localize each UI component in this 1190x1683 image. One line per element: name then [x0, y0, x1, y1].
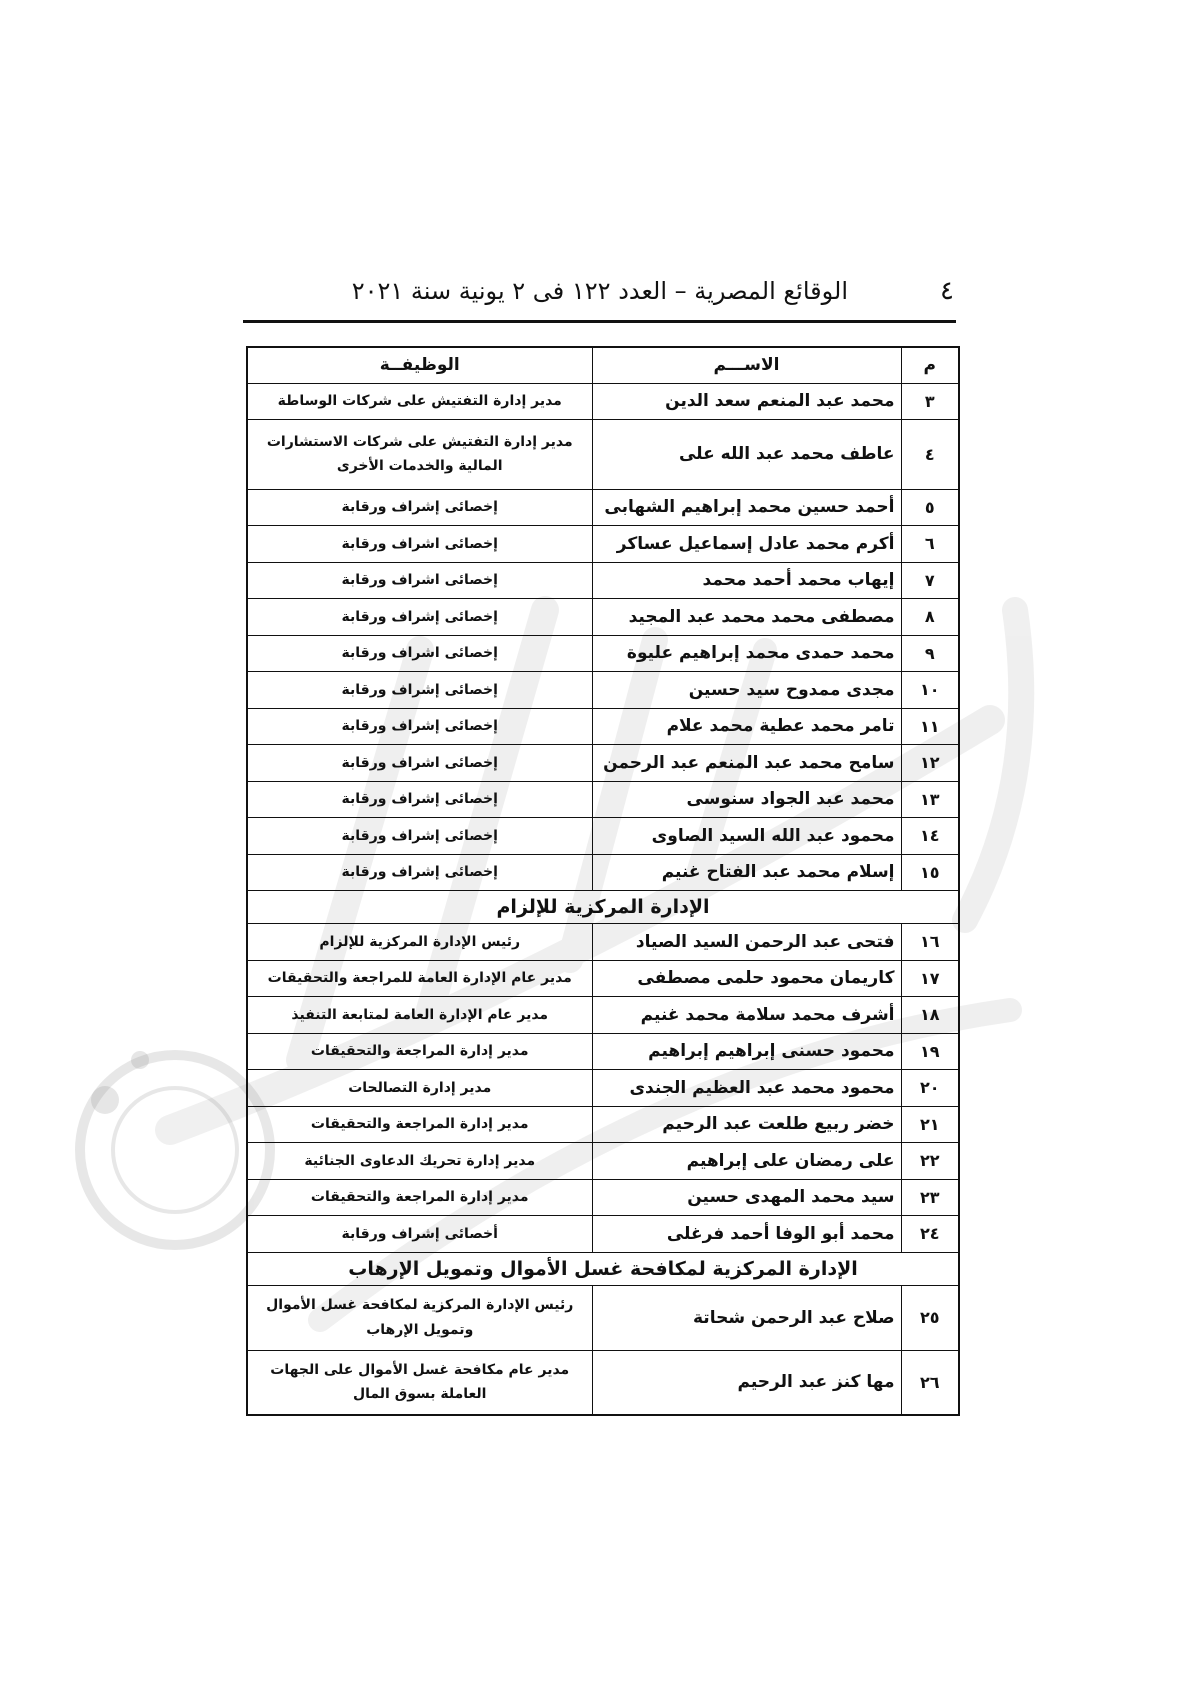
section-heading: الإدارة المركزية لمكافحة غسل الأموال وتمويل الإرهاب [247, 1252, 959, 1285]
appointments-table [246, 346, 960, 1416]
job-line: إخصائى اشراف ورقابة [341, 535, 498, 552]
job-cell [247, 489, 592, 526]
table-row [247, 1143, 959, 1180]
job-line: إخصائى اشراف ورقابة [341, 754, 498, 771]
row-number-cell: ٢٢ [901, 1143, 959, 1180]
row-number-cell: ٩ [901, 635, 959, 672]
job-cell [247, 562, 592, 599]
name-cell: محمود محمد عبد العظيم الجندى [592, 1070, 901, 1107]
job-cell [247, 997, 592, 1034]
name-cell: تامر محمد عطية محمد علام [592, 708, 901, 745]
name-cell: محمد عبد الجواد سنوسى [592, 781, 901, 818]
job-line: إخصائى اشراف ورقابة [341, 645, 498, 661]
row-number-cell: ٢٠ [901, 1070, 959, 1107]
job-line: إخصائى إشراف ورقابة [341, 864, 498, 880]
watermark-arc [965, 610, 1021, 920]
row-number-cell: ١٩ [901, 1033, 959, 1070]
job-line: إخصائى إشراف ورقابة [341, 718, 498, 734]
job-cell [247, 635, 592, 672]
watermark-seal [80, 1055, 270, 1245]
job-cell [247, 1070, 592, 1107]
job-line: مدير عام الإدارة العامة لمتابعة التنفيذ [291, 1006, 549, 1023]
job-line: مدير إدارة التصالحات [348, 1079, 492, 1096]
job-cell [247, 924, 592, 961]
row-number-cell: ١٨ [901, 997, 959, 1034]
seal-inner-ring [113, 1088, 237, 1212]
table-row [247, 672, 959, 709]
name-cell: مها كنز عبد الرحيم [592, 1350, 901, 1415]
job-cell [247, 1033, 592, 1070]
table-row [247, 924, 959, 961]
job-line: مدير عام الإدارة العامة للمراجعة والتحقيقات [267, 970, 572, 986]
name-cell: محمد أبو الوفا أحمد فرغلى [592, 1216, 901, 1253]
running-head [243, 272, 956, 310]
job-line: رئيس الإدارة المركزية للإلزام [319, 933, 521, 950]
row-number-cell: ١٢ [901, 745, 959, 782]
job-line: رئيس الإدارة المركزية لمكافحة غسل الأموال [266, 1297, 574, 1313]
job-cell [247, 708, 592, 745]
job-line: مدير إدارة المراجعة والتحقيقات [310, 1116, 529, 1132]
section-heading-row [247, 891, 959, 924]
job-line: إخصائى إشراف ورقابة [341, 608, 498, 625]
job-cell [247, 526, 592, 563]
table-header-row [247, 347, 959, 383]
job-cell [247, 1106, 592, 1143]
job-cell [247, 854, 592, 891]
row-number-cell: ٥ [901, 489, 959, 526]
job-cell [247, 672, 592, 709]
row-number-cell: ١٥ [901, 854, 959, 891]
table-row [247, 1070, 959, 1107]
table-row [247, 383, 959, 419]
job-line: إخصائى إشراف ورقابة [341, 499, 498, 515]
job-cell [247, 383, 592, 419]
name-cell: أحمد حسين محمد إبراهيم الشهابى [592, 489, 901, 526]
job-line: مدير إدارة المراجعة والتحقيقات [310, 1189, 529, 1205]
job-line: العاملة بسوق المال [353, 1386, 487, 1403]
row-number-cell: ٢٣ [901, 1179, 959, 1216]
name-cell: على رمضان على إبراهيم [592, 1143, 901, 1180]
job-line: مدير إدارة المراجعة والتحقيقات [310, 1043, 529, 1059]
table-row [247, 818, 959, 855]
job-cell [247, 1216, 592, 1253]
column-header-number: م [901, 347, 959, 383]
page-number: ٤ [940, 276, 954, 306]
running-head-title: الوقائع المصرية – العدد ١٢٢ فى ٢ يونية سنة ٢٠٢١ [351, 277, 848, 305]
name-cell: إسلام محمد عبد الفتاح غنيم [592, 854, 901, 891]
name-cell: مصطفى محمد محمد عبد المجيد [592, 599, 901, 636]
name-cell: سامح محمد عبد المنعم عبد الرحمن [592, 745, 901, 782]
section-heading-row [247, 1252, 959, 1285]
table-row [247, 708, 959, 745]
watermark-dot [91, 1086, 119, 1114]
table-row [247, 526, 959, 563]
table-row [247, 854, 959, 891]
row-number-cell: ١٣ [901, 781, 959, 818]
job-cell [247, 599, 592, 636]
job-cell [247, 1350, 592, 1415]
table-row [247, 1106, 959, 1143]
job-line: مدير إدارة التفتيش على شركات الاستشارات [266, 433, 573, 450]
job-cell [247, 745, 592, 782]
column-header-job: الوظيفــة [247, 347, 592, 383]
job-line: مدير إدارة تحريك الدعاوى الجنائية [304, 1152, 536, 1169]
table-row [247, 599, 959, 636]
name-cell: صلاح عبد الرحمن شحاتة [592, 1285, 901, 1350]
job-cell [247, 818, 592, 855]
row-number-cell: ٧ [901, 562, 959, 599]
watermark-dots [91, 1051, 149, 1114]
table-row [247, 419, 959, 489]
row-number-cell: ١٧ [901, 960, 959, 997]
job-cell [247, 1143, 592, 1180]
table-row [247, 635, 959, 672]
job-line: إخصائى إشراف ورقابة [341, 791, 498, 807]
job-cell [247, 1179, 592, 1216]
job-cell [247, 1285, 592, 1350]
job-cell [247, 419, 592, 489]
name-cell: محمود حسنى إبراهيم إبراهيم [592, 1033, 901, 1070]
name-cell: محمد حمدى محمد إبراهيم عليوة [592, 635, 901, 672]
row-number-cell: ١٦ [901, 924, 959, 961]
row-number-cell: ٣ [901, 383, 959, 419]
seal-outer-ring [80, 1055, 270, 1245]
row-number-cell: ١٠ [901, 672, 959, 709]
table-row [247, 1179, 959, 1216]
name-cell: فتحى عبد الرحمن السيد الصياد [592, 924, 901, 961]
name-cell: أكرم محمد عادل إسماعيل عساكر [592, 526, 901, 563]
header-rule [243, 320, 956, 323]
row-number-cell: ٤ [901, 419, 959, 489]
section-heading: الإدارة المركزية للإلزام [247, 891, 959, 924]
name-cell: محمد عبد المنعم سعد الدين [592, 383, 901, 419]
table-row [247, 1216, 959, 1253]
row-number-cell: ١٤ [901, 818, 959, 855]
table-row [247, 745, 959, 782]
job-line: إخصائى اشراف ورقابة [341, 572, 498, 588]
name-cell: أشرف محمد سلامة محمد غنيم [592, 997, 901, 1034]
job-cell [247, 781, 592, 818]
row-number-cell: ٢٤ [901, 1216, 959, 1253]
table-row [247, 997, 959, 1034]
name-cell: عاطف محمد عبد الله على [592, 419, 901, 489]
name-cell: خضر ربيع طلعت عبد الرحيم [592, 1106, 901, 1143]
row-number-cell: ٦ [901, 526, 959, 563]
table-row [247, 960, 959, 997]
job-cell [247, 960, 592, 997]
table-row [247, 1285, 959, 1350]
job-line: أخصائى إشراف ورقابة [341, 1225, 498, 1242]
job-line: إخصائى إشراف ورقابة [341, 681, 498, 698]
name-cell: محمود عبد الله السيد الصاوى [592, 818, 901, 855]
table-row [247, 781, 959, 818]
row-number-cell: ٢٦ [901, 1350, 959, 1415]
job-line: المالية والخدمات الأخرى [336, 458, 503, 474]
row-number-cell: ٨ [901, 599, 959, 636]
job-line: مدير عام مكافحة غسل الأموال على الجهات [270, 1361, 570, 1378]
name-cell: سيد محمد المهدى حسين [592, 1179, 901, 1216]
row-number-cell: ٢١ [901, 1106, 959, 1143]
watermark-dot [131, 1051, 149, 1069]
name-cell: كاريمان محمود حلمى مصطفى [592, 960, 901, 997]
name-cell: إيهاب محمد أحمد محمد [592, 562, 901, 599]
name-cell: مجدى ممدوح سيد حسين [592, 672, 901, 709]
column-header-name: الاســـم [592, 347, 901, 383]
row-number-cell: ٢٥ [901, 1285, 959, 1350]
job-line: وتمويل الإرهاب [366, 1321, 474, 1338]
table-row [247, 1350, 959, 1415]
job-line: إخصائى إشراف ورقابة [341, 827, 498, 844]
table-row [247, 489, 959, 526]
job-line: مدير إدارة التفتيش على شركات الوساطة [277, 392, 562, 409]
table-row [247, 1033, 959, 1070]
row-number-cell: ١١ [901, 708, 959, 745]
table-row [247, 562, 959, 599]
